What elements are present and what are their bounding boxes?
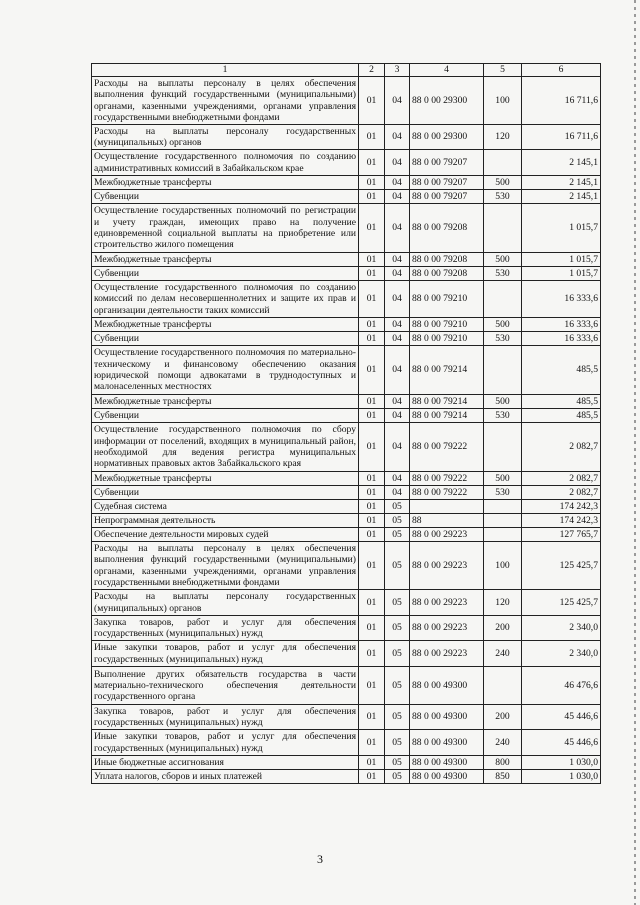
row-name-cell: Иные закупки товаров, работ и услуг для обеспечения государственных (муниципальных) нужд <box>92 641 359 667</box>
row-name-cell: Закупка товаров, работ и услуг для обеспечения государственных (муниципальных) нужд <box>92 705 359 730</box>
row-subsection-cell: 05 <box>385 705 410 730</box>
row-subsection-cell: 04 <box>385 176 410 190</box>
row-expense-type-cell <box>484 281 522 318</box>
row-target-code-cell: 88 0 00 79214 <box>410 395 484 409</box>
row-subsection-cell: 05 <box>385 641 410 667</box>
row-name-cell: Осуществление государственных полномочий по регистрации и учету граждан, имеющих право на получение единовременной социальной выплаты на приобретение или строительство жилого помещения <box>92 204 359 253</box>
row-section-cell: 01 <box>359 528 385 542</box>
row-target-code-cell: 88 0 00 49300 <box>410 730 484 756</box>
row-target-code-cell: 88 0 00 79207 <box>410 190 484 204</box>
table-row <box>92 346 601 395</box>
row-amount-cell: 174 242,3 <box>522 514 601 528</box>
row-subsection-cell: 04 <box>385 125 410 150</box>
row-name-cell: Субвенции <box>92 332 359 346</box>
row-target-code-cell: 88 0 00 49300 <box>410 667 484 705</box>
row-subsection-cell: 04 <box>385 486 410 500</box>
table-row <box>92 641 601 667</box>
row-expense-type-cell: 120 <box>484 125 522 150</box>
row-expense-type-cell: 120 <box>484 590 522 616</box>
row-name-cell: Осуществление государственного полномочия по материально-техническому и финансовому обеспечению оказания юридической помощи адвокатами в труднодоступных и малонаселенных местностях <box>92 346 359 395</box>
row-subsection-cell: 05 <box>385 590 410 616</box>
table-row <box>92 616 601 641</box>
row-subsection-cell: 04 <box>385 204 410 253</box>
row-expense-type-cell: 240 <box>484 730 522 756</box>
table-row <box>92 190 601 204</box>
row-amount-cell: 1 015,7 <box>522 253 601 267</box>
row-amount-cell: 2 340,0 <box>522 616 601 641</box>
row-target-code-cell: 88 0 00 79210 <box>410 332 484 346</box>
row-target-code-cell: 88 0 00 29223 <box>410 542 484 590</box>
row-name-cell: Субвенции <box>92 190 359 204</box>
row-amount-cell: 2 082,7 <box>522 472 601 486</box>
row-amount-cell: 2 082,7 <box>522 486 601 500</box>
row-target-code-cell: 88 0 00 79214 <box>410 346 484 395</box>
row-section-cell: 01 <box>359 204 385 253</box>
row-target-code-cell: 88 0 00 79222 <box>410 486 484 500</box>
row-name-cell: Расходы на выплаты персоналу в целях обеспечения выполнения функций государственными (муниципальными) органами, казенными учреждениями, органами управления государственными внебюджетными фондами <box>92 77 359 125</box>
row-name-cell: Уплата налогов, сборов и иных платежей <box>92 770 359 784</box>
row-expense-type-cell: 200 <box>484 616 522 641</box>
table-row <box>92 542 601 590</box>
row-subsection-cell: 04 <box>385 423 410 472</box>
table-row <box>92 486 601 500</box>
row-section-cell: 01 <box>359 332 385 346</box>
row-amount-cell: 16 333,6 <box>522 318 601 332</box>
scan-edge-line <box>634 0 636 905</box>
document-sheet <box>91 63 600 784</box>
row-target-code-cell: 88 0 00 79208 <box>410 204 484 253</box>
row-name-cell: Расходы на выплаты персоналу в целях обеспечения выполнения функций государственными (муниципальными) органами, казенными учреждениями, органами управления государственными внебюджетными фондами <box>92 542 359 590</box>
row-target-code-cell: 88 0 00 79222 <box>410 423 484 472</box>
row-name-cell: Субвенции <box>92 267 359 281</box>
row-expense-type-cell <box>484 667 522 705</box>
row-expense-type-cell: 240 <box>484 641 522 667</box>
row-amount-cell: 16 711,6 <box>522 77 601 125</box>
row-amount-cell: 2 082,7 <box>522 423 601 472</box>
row-section-cell: 01 <box>359 77 385 125</box>
row-target-code-cell: 88 0 00 79214 <box>410 409 484 423</box>
row-target-code-cell: 88 0 00 29223 <box>410 528 484 542</box>
row-section-cell: 01 <box>359 423 385 472</box>
row-amount-cell: 2 340,0 <box>522 641 601 667</box>
row-target-code-cell: 88 0 00 29223 <box>410 616 484 641</box>
row-subsection-cell: 04 <box>385 346 410 395</box>
row-section-cell: 01 <box>359 705 385 730</box>
row-name-cell: Расходы на выплаты персоналу государственных (муниципальных) органов <box>92 590 359 616</box>
row-subsection-cell: 05 <box>385 667 410 705</box>
row-section-cell: 01 <box>359 409 385 423</box>
row-amount-cell: 125 425,7 <box>522 590 601 616</box>
row-expense-type-cell: 500 <box>484 395 522 409</box>
row-subsection-cell: 04 <box>385 395 410 409</box>
table-row <box>92 705 601 730</box>
row-amount-cell: 485,5 <box>522 395 601 409</box>
row-subsection-cell: 04 <box>385 190 410 204</box>
row-section-cell: 01 <box>359 756 385 770</box>
row-target-code-cell: 88 0 00 79208 <box>410 253 484 267</box>
row-expense-type-cell: 500 <box>484 253 522 267</box>
row-expense-type-cell: 100 <box>484 542 522 590</box>
row-name-cell: Межбюджетные трансферты <box>92 176 359 190</box>
column-header-amount: 6 <box>522 64 601 77</box>
row-subsection-cell: 05 <box>385 514 410 528</box>
table-row <box>92 395 601 409</box>
row-section-cell: 01 <box>359 486 385 500</box>
row-subsection-cell: 04 <box>385 318 410 332</box>
table-row <box>92 77 601 125</box>
row-expense-type-cell <box>484 150 522 176</box>
row-expense-type-cell <box>484 346 522 395</box>
row-name-cell: Межбюджетные трансферты <box>92 318 359 332</box>
row-amount-cell: 16 711,6 <box>522 125 601 150</box>
row-expense-type-cell: 530 <box>484 409 522 423</box>
row-amount-cell: 485,5 <box>522 346 601 395</box>
row-expense-type-cell <box>484 423 522 472</box>
row-name-cell: Осуществление государственного полномочия по созданию комиссий по делам несовершеннолетних и защите их прав и организации деятельности таких комиссий <box>92 281 359 318</box>
row-amount-cell: 127 765,7 <box>522 528 601 542</box>
row-subsection-cell: 04 <box>385 253 410 267</box>
row-section-cell: 01 <box>359 616 385 641</box>
row-section-cell: 01 <box>359 770 385 784</box>
table-row <box>92 528 601 542</box>
row-expense-type-cell: 800 <box>484 756 522 770</box>
row-target-code-cell: 88 0 00 79210 <box>410 281 484 318</box>
row-section-cell: 01 <box>359 542 385 590</box>
row-expense-type-cell <box>484 204 522 253</box>
row-section-cell: 01 <box>359 514 385 528</box>
row-name-cell: Межбюджетные трансферты <box>92 395 359 409</box>
row-amount-cell: 45 446,6 <box>522 730 601 756</box>
row-section-cell: 01 <box>359 730 385 756</box>
row-expense-type-cell: 530 <box>484 332 522 346</box>
row-target-code-cell: 88 0 00 79222 <box>410 472 484 486</box>
table-header <box>92 64 601 77</box>
table-row <box>92 204 601 253</box>
budget-table <box>91 63 601 784</box>
row-target-code-cell: 88 0 00 29223 <box>410 590 484 616</box>
row-amount-cell: 125 425,7 <box>522 542 601 590</box>
table-row <box>92 472 601 486</box>
table-row <box>92 409 601 423</box>
row-target-code-cell: 88 <box>410 514 484 528</box>
row-name-cell: Закупка товаров, работ и услуг для обеспечения государственных (муниципальных) нужд <box>92 616 359 641</box>
row-name-cell: Иные бюджетные ассигнования <box>92 756 359 770</box>
row-subsection-cell: 04 <box>385 332 410 346</box>
row-expense-type-cell: 500 <box>484 176 522 190</box>
row-name-cell: Субвенции <box>92 486 359 500</box>
row-subsection-cell: 04 <box>385 150 410 176</box>
row-amount-cell: 45 446,6 <box>522 705 601 730</box>
row-target-code-cell: 88 0 00 29223 <box>410 641 484 667</box>
row-target-code-cell: 88 0 00 29300 <box>410 77 484 125</box>
row-expense-type-cell: 200 <box>484 705 522 730</box>
table-row <box>92 514 601 528</box>
table-row <box>92 770 601 784</box>
row-expense-type-cell: 500 <box>484 472 522 486</box>
column-header-section: 2 <box>359 64 385 77</box>
row-target-code-cell <box>410 500 484 514</box>
column-header-name: 1 <box>92 64 359 77</box>
row-section-cell: 01 <box>359 190 385 204</box>
row-section-cell: 01 <box>359 150 385 176</box>
row-section-cell: 01 <box>359 253 385 267</box>
row-section-cell: 01 <box>359 667 385 705</box>
page-number: 3 <box>317 852 323 866</box>
row-target-code-cell: 88 0 00 49300 <box>410 770 484 784</box>
row-amount-cell: 1 015,7 <box>522 204 601 253</box>
row-amount-cell: 16 333,6 <box>522 332 601 346</box>
row-name-cell: Осуществление государственного полномочия по созданию административных комиссий в Забайкальском крае <box>92 150 359 176</box>
table-row <box>92 318 601 332</box>
table-row <box>92 590 601 616</box>
row-name-cell: Выполнение других обязательств государства в части материально-технического обеспечения деятельности государственного органа <box>92 667 359 705</box>
row-subsection-cell: 05 <box>385 542 410 590</box>
row-expense-type-cell: 100 <box>484 77 522 125</box>
row-expense-type-cell: 530 <box>484 190 522 204</box>
row-name-cell: Субвенции <box>92 409 359 423</box>
row-section-cell: 01 <box>359 125 385 150</box>
row-target-code-cell: 88 0 00 79210 <box>410 318 484 332</box>
row-amount-cell: 1 015,7 <box>522 267 601 281</box>
row-expense-type-cell <box>484 528 522 542</box>
row-subsection-cell: 05 <box>385 616 410 641</box>
row-expense-type-cell: 530 <box>484 267 522 281</box>
row-expense-type-cell <box>484 500 522 514</box>
row-target-code-cell: 88 0 00 79207 <box>410 176 484 190</box>
row-expense-type-cell: 500 <box>484 318 522 332</box>
row-subsection-cell: 04 <box>385 472 410 486</box>
row-name-cell: Межбюджетные трансферты <box>92 472 359 486</box>
table-row <box>92 125 601 150</box>
row-section-cell: 01 <box>359 500 385 514</box>
row-amount-cell: 2 145,1 <box>522 176 601 190</box>
table-row <box>92 500 601 514</box>
row-section-cell: 01 <box>359 641 385 667</box>
table-row <box>92 667 601 705</box>
row-section-cell: 01 <box>359 267 385 281</box>
table-row <box>92 176 601 190</box>
row-amount-cell: 2 145,1 <box>522 190 601 204</box>
table-row <box>92 423 601 472</box>
table-row <box>92 267 601 281</box>
row-amount-cell: 16 333,6 <box>522 281 601 318</box>
row-name-cell: Осуществление государственного полномочия по сбору информации от поселений, входящих в муниципальный район, необходимой для ведения регистра муниципальных нормативных правовых актов Забайкальского края <box>92 423 359 472</box>
row-expense-type-cell <box>484 514 522 528</box>
row-expense-type-cell: 530 <box>484 486 522 500</box>
table-body <box>92 77 601 784</box>
column-header-expense-type: 5 <box>484 64 522 77</box>
row-target-code-cell: 88 0 00 49300 <box>410 705 484 730</box>
row-subsection-cell: 05 <box>385 500 410 514</box>
table-row <box>92 756 601 770</box>
row-section-cell: 01 <box>359 346 385 395</box>
row-name-cell: Расходы на выплаты персоналу государственных (муниципальных) органов <box>92 125 359 150</box>
row-amount-cell: 46 476,6 <box>522 667 601 705</box>
row-target-code-cell: 88 0 00 79208 <box>410 267 484 281</box>
row-target-code-cell: 88 0 00 79207 <box>410 150 484 176</box>
header-row <box>92 64 601 77</box>
row-subsection-cell: 05 <box>385 770 410 784</box>
column-header-target-code: 4 <box>410 64 484 77</box>
row-subsection-cell: 05 <box>385 528 410 542</box>
row-name-cell: Иные закупки товаров, работ и услуг для обеспечения государственных (муниципальных) нужд <box>92 730 359 756</box>
table-row <box>92 332 601 346</box>
row-target-code-cell: 88 0 00 29300 <box>410 125 484 150</box>
row-subsection-cell: 04 <box>385 409 410 423</box>
row-target-code-cell: 88 0 00 49300 <box>410 756 484 770</box>
row-amount-cell: 1 030,0 <box>522 770 601 784</box>
row-name-cell: Обеспечение деятельности мировых судей <box>92 528 359 542</box>
row-name-cell: Судебная система <box>92 500 359 514</box>
row-name-cell: Непрограммная деятельность <box>92 514 359 528</box>
row-subsection-cell: 04 <box>385 281 410 318</box>
row-amount-cell: 485,5 <box>522 409 601 423</box>
row-section-cell: 01 <box>359 590 385 616</box>
row-subsection-cell: 04 <box>385 267 410 281</box>
row-subsection-cell: 05 <box>385 756 410 770</box>
table-row <box>92 150 601 176</box>
row-section-cell: 01 <box>359 472 385 486</box>
row-amount-cell: 1 030,0 <box>522 756 601 770</box>
row-subsection-cell: 05 <box>385 730 410 756</box>
row-amount-cell: 174 242,3 <box>522 500 601 514</box>
row-subsection-cell: 04 <box>385 77 410 125</box>
row-section-cell: 01 <box>359 318 385 332</box>
row-section-cell: 01 <box>359 281 385 318</box>
table-row <box>92 253 601 267</box>
row-section-cell: 01 <box>359 395 385 409</box>
table-row <box>92 730 601 756</box>
row-name-cell: Межбюджетные трансферты <box>92 253 359 267</box>
table-row <box>92 281 601 318</box>
row-expense-type-cell: 850 <box>484 770 522 784</box>
column-header-subsection: 3 <box>385 64 410 77</box>
row-amount-cell: 2 145,1 <box>522 150 601 176</box>
row-section-cell: 01 <box>359 176 385 190</box>
